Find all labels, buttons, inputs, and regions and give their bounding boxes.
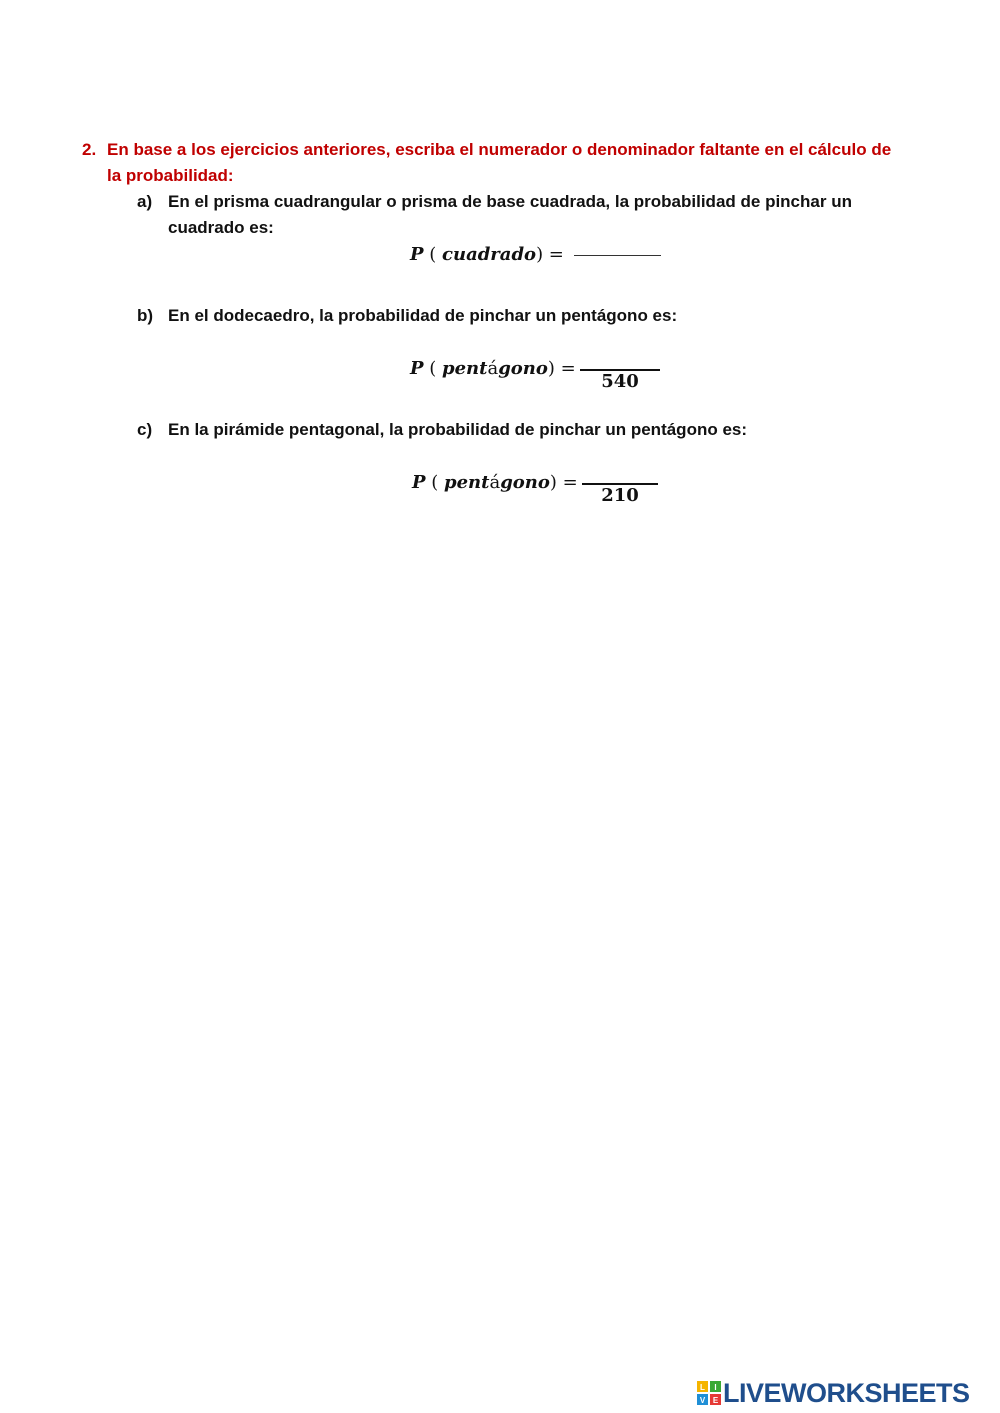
formula-b-denominator: 540: [601, 371, 639, 392]
svg-text:I: I: [714, 1383, 717, 1392]
item-b-letter: b): [137, 306, 154, 325]
formula-a-argument: cuadrado: [442, 244, 537, 265]
item-b-text: En el dodecaedro, la probabilidad de pinchar un pentágono es:: [168, 306, 678, 325]
liveworksheets-wordmark: LIVEWORKSHEETS: [723, 1378, 970, 1408]
formula-b-lhs: [410, 358, 576, 380]
formula-b-argument: [442, 358, 548, 379]
formula-a-close-equals: ) =: [536, 244, 564, 265]
formula-a-function: P: [410, 244, 424, 265]
formula-a-open-paren: (: [423, 244, 443, 265]
formula-c-denominator: 210: [601, 485, 639, 506]
item-b: [137, 303, 897, 329]
formula-c-arg-post: gono: [500, 472, 550, 493]
formula-c-open-paren: (: [425, 472, 445, 493]
item-c-text: En la pirámide pentagonal, la probabilidad de pinchar un pentágono es:: [168, 420, 748, 439]
formula-b-arg-accent: á: [487, 358, 499, 379]
item-a-text: En el prisma cuadrangular o prisma de base cuadrada, la probabilidad de pinchar un cuadrado es:: [168, 192, 852, 237]
formula-c-close-equals: ) =: [549, 472, 578, 493]
formula-a-lhs: [410, 244, 564, 266]
liveworksheets-logo-icon: [697, 1381, 721, 1405]
formula-a-fraction-bar: [574, 255, 661, 256]
svg-text:L: L: [700, 1383, 705, 1392]
formula-b-function: P: [410, 358, 424, 379]
liveworksheets-brand: [697, 1378, 997, 1408]
formula-c-function: P: [412, 472, 426, 493]
item-a-letter: a): [137, 192, 153, 211]
formula-b-arg-post: gono: [498, 358, 548, 379]
formula-c-arg-accent: á: [489, 472, 501, 493]
svg-text:V: V: [699, 1396, 706, 1405]
svg-text:E: E: [712, 1396, 719, 1405]
formula-c-arg-pre: pent: [444, 472, 490, 493]
formula-b-close-equals: ) =: [547, 358, 576, 379]
formula-c-lhs: [412, 472, 578, 494]
question-heading: [82, 137, 902, 189]
question-text: En base a los ejercicios anteriores, escriba el numerador o denominador faltante en el cálculo de la probabilidad:: [107, 140, 892, 185]
formula-c: [412, 472, 672, 512]
formula-a: [410, 244, 670, 284]
formula-b: [410, 358, 670, 398]
formula-b-open-paren: (: [423, 358, 443, 379]
formula-b-arg-pre: pent: [442, 358, 488, 379]
item-a: [137, 189, 897, 241]
formula-c-argument: [444, 472, 550, 493]
item-c-letter: c): [137, 420, 153, 439]
item-c: [137, 417, 897, 443]
question-number: 2.: [82, 140, 97, 159]
